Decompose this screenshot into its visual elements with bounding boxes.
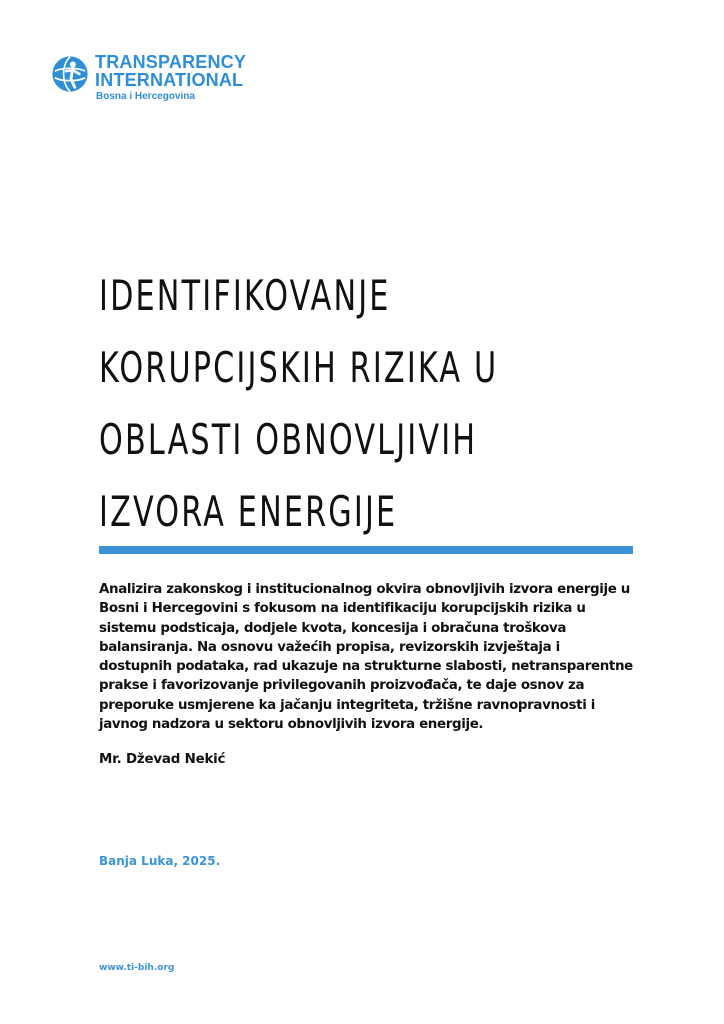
- title-line: IZVORA ENERGIJE: [99, 487, 398, 536]
- logo-wordmark: [95, 53, 246, 103]
- website-link[interactable]: www.ti-bih.org: [99, 963, 175, 973]
- logo-line-country: Bosna i Hercegovina: [96, 91, 195, 102]
- organization-logo: [51, 53, 246, 103]
- document-title: [99, 260, 646, 548]
- title-line: OBLASTI OBNOVLJIVIH: [99, 415, 478, 464]
- logo-line-international: INTERNATIONAL: [95, 70, 244, 90]
- title-divider: [99, 546, 633, 554]
- title-line: KORUPCIJSKIH RIZIKA U: [99, 343, 499, 392]
- place-and-date: Banja Luka, 2025.: [99, 854, 221, 868]
- logo-line-transparency: TRANSPARENCY: [95, 52, 247, 72]
- title-line: IDENTIFIKOVANJE: [99, 271, 391, 320]
- globe-figure-icon: [51, 55, 89, 93]
- author-name: Mr. Dževad Nekić: [99, 752, 226, 767]
- abstract-paragraph: Analizira zakonskog i institucionalnog okvira obnovljivih izvora energije u Bosni i Hercegovini s fokusom na identifikaciju korupcijskih rizika u sistemu podsticaja, dodjele kvota, koncesija i obračuna troškova balansiranja. Na osnovu važećih propisa, revizorskih izvještaja i dostupnih podataka, rad ukazuje na strukturne slabosti, netransparentne prakse i favorizovanje privilegovanih proizvođača, te daje osnov za preporuke usmjerene ka jačanju integriteta, tržišne ravnopravnosti i javnog nadzora u sektoru obnovljivih izvora energije.: [99, 582, 633, 733]
